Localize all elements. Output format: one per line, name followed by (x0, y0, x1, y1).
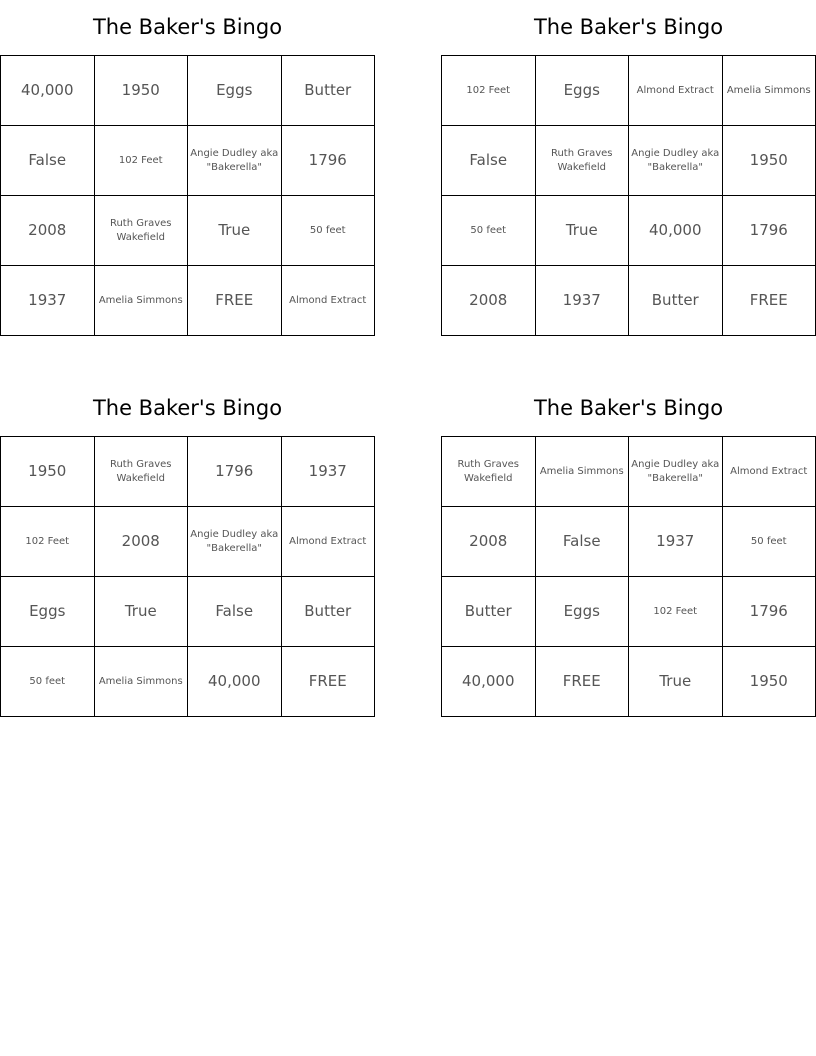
bingo-cell: FREE (188, 266, 282, 336)
bingo-cell: 1950 (723, 647, 816, 717)
bingo-cell: Butter (442, 577, 536, 647)
bingo-cell: 1796 (188, 437, 282, 507)
bingo-cell: Ruth Graves Wakefield (95, 437, 189, 507)
bingo-cell: 1937 (282, 437, 376, 507)
bingo-cell: 1950 (723, 126, 816, 196)
bingo-cell: 102 Feet (442, 56, 536, 126)
card-title: The Baker's Bingo (533, 396, 724, 420)
card-title: The Baker's Bingo (92, 396, 283, 420)
bingo-cell: 1937 (1, 266, 95, 336)
bingo-card-4 (441, 381, 816, 717)
bingo-cell: FREE (723, 266, 816, 336)
bingo-cell: Amelia Simmons (95, 266, 189, 336)
bingo-cell: 1796 (282, 126, 376, 196)
bingo-grid (441, 436, 816, 717)
bingo-cell: 2008 (1, 196, 95, 266)
bingo-card-3 (0, 381, 375, 717)
bingo-cell: 50 feet (442, 196, 536, 266)
bingo-cell: Butter (629, 266, 723, 336)
bingo-cell: 102 Feet (629, 577, 723, 647)
bingo-cell: Eggs (188, 56, 282, 126)
bingo-cell: 102 Feet (1, 507, 95, 577)
bingo-cell: Almond Extract (629, 56, 723, 126)
bingo-cell: Amelia Simmons (723, 56, 816, 126)
bingo-cell: 1950 (95, 56, 189, 126)
bingo-cell: FREE (536, 647, 630, 717)
bingo-cell: 40,000 (629, 196, 723, 266)
bingo-cell: Angie Dudley aka "Bakerella" (188, 126, 282, 196)
bingo-cell: 40,000 (188, 647, 282, 717)
bingo-cell: 50 feet (723, 507, 816, 577)
bingo-cell: 2008 (95, 507, 189, 577)
bingo-cell: True (188, 196, 282, 266)
bingo-grid (0, 55, 375, 336)
bingo-grid (441, 55, 816, 336)
bingo-cell: True (629, 647, 723, 717)
card-title: The Baker's Bingo (92, 15, 283, 39)
bingo-card-2 (441, 0, 816, 336)
bingo-cell: Ruth Graves Wakefield (442, 437, 536, 507)
bingo-cell: 1937 (629, 507, 723, 577)
bingo-cell: Angie Dudley aka "Bakerella" (629, 437, 723, 507)
bingo-cell: Eggs (1, 577, 95, 647)
bingo-cell: Amelia Simmons (95, 647, 189, 717)
bingo-cell: 1796 (723, 196, 816, 266)
bingo-cell: 50 feet (282, 196, 376, 266)
bingo-cell: Angie Dudley aka "Bakerella" (629, 126, 723, 196)
bingo-cell: Amelia Simmons (536, 437, 630, 507)
bingo-grid (0, 436, 375, 717)
bingo-cell: False (1, 126, 95, 196)
bingo-cell: FREE (282, 647, 376, 717)
bingo-cell: Butter (282, 56, 376, 126)
bingo-cell: False (536, 507, 630, 577)
bingo-cell: 40,000 (1, 56, 95, 126)
bingo-cell: 50 feet (1, 647, 95, 717)
bingo-cell: Ruth Graves Wakefield (536, 126, 630, 196)
bingo-cell: Eggs (536, 577, 630, 647)
bingo-cell: 1950 (1, 437, 95, 507)
bingo-cell: False (188, 577, 282, 647)
bingo-cell: Almond Extract (723, 437, 816, 507)
bingo-cell: 2008 (442, 266, 536, 336)
bingo-cell: 1796 (723, 577, 816, 647)
bingo-cell: 2008 (442, 507, 536, 577)
bingo-cell: True (536, 196, 630, 266)
bingo-card-1 (0, 0, 375, 336)
bingo-cell: Eggs (536, 56, 630, 126)
card-title: The Baker's Bingo (533, 15, 724, 39)
bingo-cell: True (95, 577, 189, 647)
bingo-cell: 40,000 (442, 647, 536, 717)
bingo-cell: Almond Extract (282, 507, 376, 577)
bingo-cell: 1937 (536, 266, 630, 336)
bingo-cell: Angie Dudley aka "Bakerella" (188, 507, 282, 577)
bingo-cell: Almond Extract (282, 266, 376, 336)
bingo-cell: Butter (282, 577, 376, 647)
bingo-cell: 102 Feet (95, 126, 189, 196)
bingo-cell: False (442, 126, 536, 196)
bingo-cell: Ruth Graves Wakefield (95, 196, 189, 266)
